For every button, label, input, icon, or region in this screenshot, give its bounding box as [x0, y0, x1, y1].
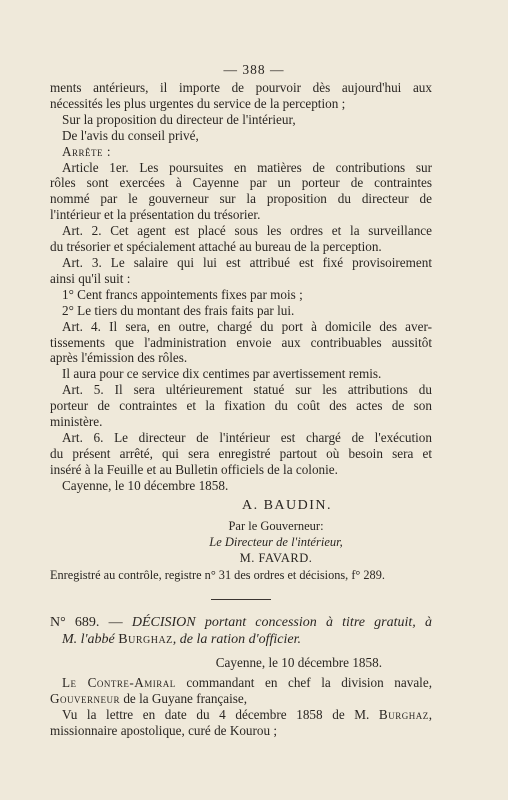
- decision-line-3b: ,: [428, 706, 433, 722]
- article-4: Art. 4. Il sera, en outre, chargé du port à domicile des aver-: [62, 318, 432, 334]
- decision-line: [50, 707, 432, 723]
- body-text: [50, 80, 432, 739]
- article-6: Art. 6. Le directeur de l'intérieur est chargé de l'exécution: [62, 429, 432, 445]
- decision-dash: —: [108, 615, 123, 631]
- article-3: Art. 3. Le salaire qui lui est attribué est fixé provisoirement: [62, 254, 432, 270]
- decision-number: N° 689.: [50, 615, 100, 631]
- decision-line-1: commandant en chef la division navale,: [175, 675, 432, 690]
- decision-title-line: [50, 614, 432, 631]
- decision-line-3-sc: Burghaz: [378, 706, 429, 722]
- text-line: après l'émission des rôles.: [50, 350, 188, 366]
- decision-line: [50, 675, 432, 691]
- signatory-name: A. BAUDIN.: [241, 497, 333, 513]
- text-line: ministère.: [50, 414, 103, 430]
- text-line: l'intérieur et la présentation du trésorier.: [50, 207, 261, 223]
- text-line: porteur de contraintes et la fixation du coût des actes de son: [50, 398, 432, 414]
- decision-line-2: de la Guyane française,: [120, 690, 248, 706]
- countersignatory-name: M. FAVARD.: [239, 551, 313, 566]
- text-line: nommé par le gouverneur sur la proposition du directeur de: [50, 191, 432, 207]
- text-line: nécessités les plus urgentes du service de la perception ;: [50, 95, 346, 111]
- decision-title: portant concession à titre gratuit, à: [204, 615, 433, 631]
- decision-title-2c: , de la ration d'officier.: [172, 632, 301, 648]
- decision-line-2-sc: Gouverneur: [50, 690, 121, 706]
- text-line: inséré à la Feuille et au Bulletin officiels de la colonie.: [50, 461, 338, 477]
- arrete-heading: Arrête :: [62, 143, 111, 159]
- text-line: De l'avis du conseil privé,: [62, 127, 199, 143]
- registration-note: Enregistré au contrôle, registre n° 31 des ordres et décisions, f° 289.: [50, 568, 385, 583]
- decision-line-3a: Vu la lettre en date du 4 décembre 1858 de M.: [62, 706, 370, 722]
- decision-title-line-2: [50, 631, 432, 648]
- section-divider: [211, 599, 271, 600]
- text-line: ments antérieurs, il importe de pourvoir dès aujourd'hui aux: [50, 80, 432, 95]
- page-number: — 388 —: [223, 62, 285, 77]
- decision-keyword: DÉCISION: [131, 615, 196, 631]
- article-2: Art. 2. Cet agent est placé sous les ordres et la surveillance: [62, 223, 432, 239]
- signatory-role: Le Directeur de l'intérieur,: [209, 535, 343, 550]
- decision-title-2a: M. l'abbé: [62, 632, 115, 648]
- text-line: tissements que l'administration envoie aux contribuables aussitôt: [50, 334, 432, 350]
- decision-line-1-sc: Le Contre-Amiral: [62, 675, 176, 690]
- text-line: 2° Le tiers du montant des frais faits par lui.: [62, 302, 295, 318]
- decision-title-2b: Burghaz: [118, 632, 173, 648]
- signing-date: Cayenne, le 10 décembre 1858.: [62, 477, 229, 493]
- text-line: Il aura pour ce service dix centimes par avertissement remis.: [62, 366, 382, 382]
- decision-line: [50, 691, 432, 707]
- signatory-par: Par le Gouverneur:: [228, 519, 324, 534]
- article-1: Article 1er. Les poursuites en matières de contributions sur: [62, 159, 432, 175]
- decision-date: Cayenne, le 10 décembre 1858.: [215, 655, 382, 671]
- text-line: du présent arrêté, qui sera enregistré partout où besoin sera et: [50, 445, 432, 461]
- text-line: rôles sont exercées à Cayenne par un porteur de contraintes: [50, 175, 432, 191]
- text-line: Sur la proposition du directeur de l'intérieur,: [62, 111, 296, 127]
- article-5: Art. 5. Il sera ultérieurement statué sur les attributions du: [62, 382, 432, 398]
- text-line: ainsi qu'il suit :: [50, 270, 131, 286]
- text-line: 1° Cent francs appointements fixes par mois ;: [62, 286, 303, 302]
- decision-line: missionnaire apostolique, curé de Kourou ;: [50, 722, 278, 738]
- text-line: du trésorier et spécialement attaché au bureau de la perception.: [50, 239, 382, 255]
